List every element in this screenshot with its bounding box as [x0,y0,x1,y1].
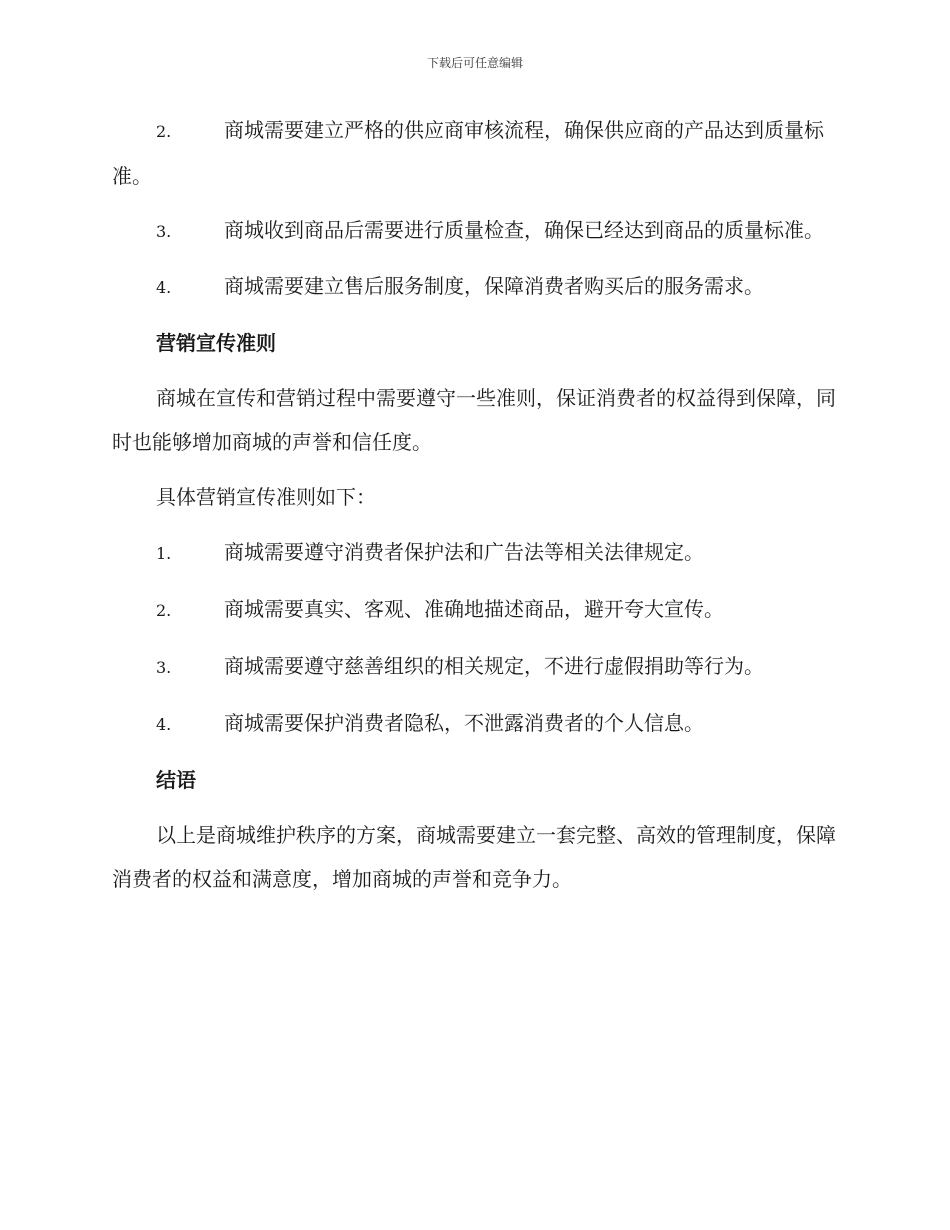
list-item [112,701,836,747]
list-item-text: 商城需要建立严格的供应商审核流程，确保供应商的产品达到质量标准。 [112,118,824,188]
list-item-text: 商城需要建立售后服务制度，保障消费者购买后的服务需求。 [224,274,764,298]
list-item [112,587,836,633]
conclusion-text: 以上是商城维护秩序的方案，商城需要建立一套完整、高效的管理制度，保障消费者的权益和满意度，增加商城的声誉和竞争力。 [112,823,836,891]
list-item-text: 商城收到商品后需要进行质量检查，确保已经达到商品的质量标准。 [224,218,824,242]
list-item-text: 商城需要遵守慈善组织的相关规定，不进行虚假捐助等行为。 [224,654,764,678]
list-item-number: 2. [156,122,172,141]
list-item-number: 2. [156,601,172,620]
list-item [112,264,836,310]
list-item [112,108,836,198]
section-heading-conclusion: 结语 [156,768,196,792]
list-item-number: 3. [156,222,172,241]
list-item-text: 商城需要真实、客观、准确地描述商品，避开夸大宣传。 [224,597,724,621]
list-item-number: 4. [156,278,172,297]
list-item-number: 1. [156,544,172,563]
header-note: 下载后可任意编辑 [426,56,523,70]
document-body [112,108,836,901]
list-item-text: 商城需要保护消费者隐私，不泄露消费者的个人信息。 [224,711,704,735]
list-item [112,644,836,690]
marketing-intro: 商城在宣传和营销过程中需要遵守一些准则，保证消费者的权益得到保障，同时也能够增加商城的声誉和信任度。 [112,386,836,454]
section-heading-marketing: 营销宣传准则 [156,331,276,355]
list-item-number: 4. [156,715,172,734]
marketing-lead: 具体营销宣传准则如下： [156,485,376,509]
list-item-text: 商城需要遵守消费者保护法和广告法等相关法律规定。 [224,540,704,564]
list-item [112,208,836,254]
list-item [112,530,836,576]
list-item-number: 3. [156,658,172,677]
